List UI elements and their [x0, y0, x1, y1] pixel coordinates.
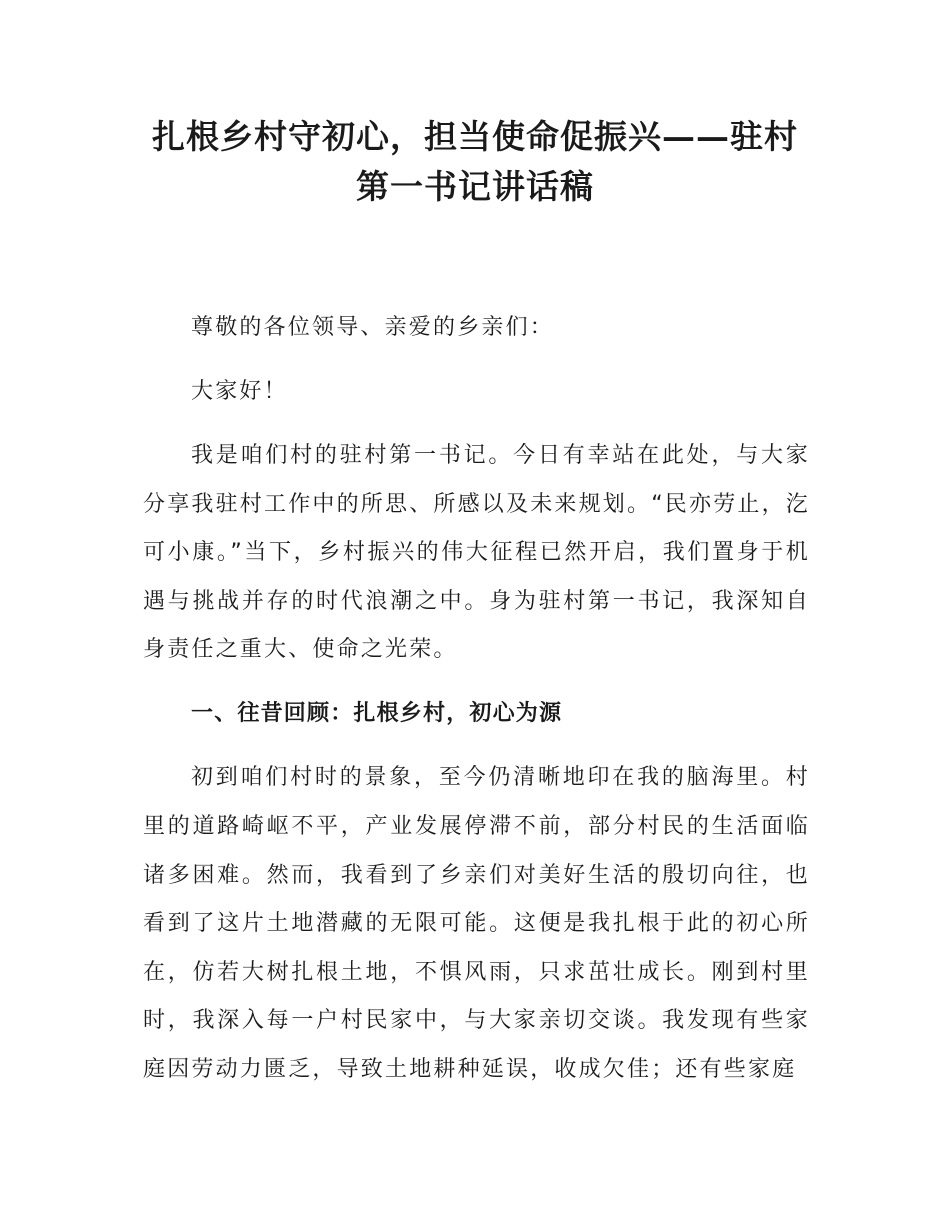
document-body — [143, 304, 810, 1110]
section-paragraph: 初到咱们村时的景象，至今仍清晰地印在我的脑海里。村里的道路崎岖不平，产业发展停滞不前，部分村民的生活面临诸多困难。然而，我看到了乡亲们对美好生活的殷切向往，也看到了这片土地潜藏的无限可能。这便是我扎根于此的初心所在，仿若大树扎根土地，不惧风雨，只求茁壮成长。刚到村里时，我深入每一户村民家中，与大家亲切交谈。我发现有些家庭因劳动力匮乏，导致土地耕种延误，收成欠佳；还有些家庭 — [143, 765, 810, 1082]
salutation-paragraph: 尊敬的各位领导、亲爱的乡亲们： — [191, 315, 555, 340]
greeting-paragraph: 大家好！ — [191, 378, 288, 404]
intro-paragraph: 我是咱们村的驻村第一书记。今日有幸站在此处，与大家分享我驻村工作中的所思、所感以及未来规划。“民亦劳止，汔可小康。”当下，乡村振兴的伟大征程已然开启，我们置身于机遇与挑战并存的时代浪潮之中。身为驻村第一书记，我深知自身责任之重大、使命之光荣。 — [143, 442, 810, 663]
document-title — [100, 112, 850, 212]
title-line-2: 第一书记讲话稿 — [356, 167, 594, 206]
title-line-1: 扎根乡村守初心，担当使命促振兴——驻村 — [152, 117, 798, 156]
section-heading: 一、往昔回顾：扎根乡村，初心为源 — [191, 701, 563, 727]
